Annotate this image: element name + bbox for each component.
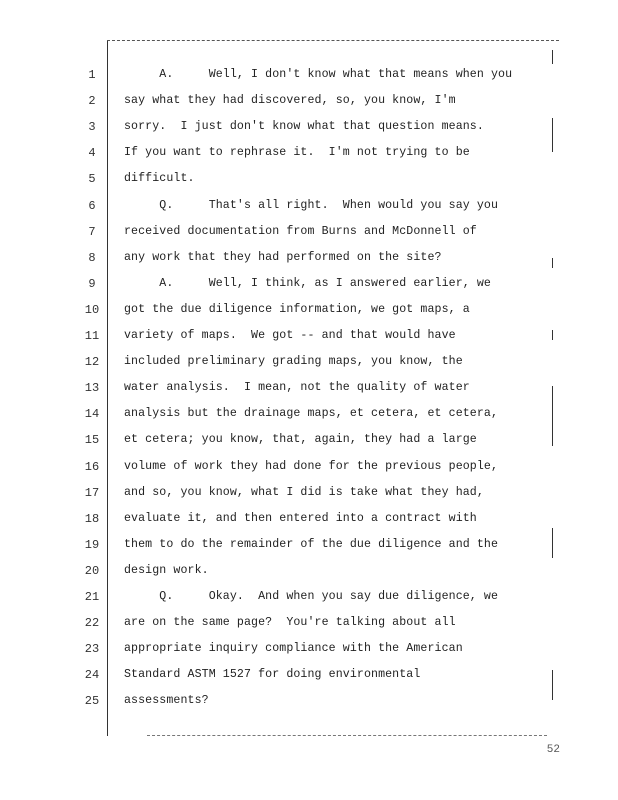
- line-text: are on the same page? You're talking about all: [124, 616, 456, 629]
- line-text: variety of maps. We got -- and that would have: [124, 329, 456, 342]
- line-number: 9: [88, 277, 96, 291]
- line-number: 3: [88, 120, 96, 134]
- line-number: 13: [84, 381, 100, 395]
- line-text: A. Well, I don't know what that means when you: [124, 68, 513, 81]
- line-number: 22: [84, 616, 100, 630]
- line-number: 17: [84, 486, 100, 500]
- line-text: and so, you know, what I did is take what they had,: [124, 486, 484, 499]
- line-number: 23: [84, 642, 100, 656]
- line-text: Q. That's all right. When would you say you: [124, 199, 499, 212]
- left-margin-rule: [107, 40, 108, 736]
- line-text: sorry. I just don't know what that question means.: [124, 120, 484, 133]
- line-text: assessments?: [124, 694, 209, 707]
- line-number: 14: [84, 407, 100, 421]
- line-number: 25: [84, 694, 100, 708]
- line-number: 1: [88, 68, 96, 82]
- line-text: got the due diligence information, we got maps, a: [124, 303, 470, 316]
- line-number: 15: [84, 433, 100, 447]
- line-text: analysis but the drainage maps, et cetera, et cetera,: [124, 407, 499, 420]
- line-number: 5: [88, 172, 96, 186]
- line-text: Q. Okay. And when you say due diligence, we: [124, 590, 499, 603]
- line-text: water analysis. I mean, not the quality of water: [124, 381, 470, 394]
- line-text: design work.: [124, 564, 209, 577]
- line-number: 4: [88, 146, 96, 160]
- page-number: 52: [546, 744, 560, 756]
- line-number: 20: [84, 564, 100, 578]
- line-text: received documentation from Burns and McDonnell of: [124, 225, 477, 238]
- line-number: 8: [88, 251, 96, 265]
- line-text: say what they had discovered, so, you know, I'm: [124, 94, 456, 107]
- line-number: 11: [84, 329, 100, 343]
- line-text: Standard ASTM 1527 for doing environmental: [124, 668, 421, 681]
- line-text: difficult.: [124, 172, 195, 185]
- line-number: 6: [88, 199, 96, 213]
- line-text: appropriate inquiry compliance with the American: [124, 642, 463, 655]
- line-number: 16: [84, 460, 100, 474]
- line-text: any work that they had performed on the site?: [124, 251, 442, 264]
- line-number: 19: [84, 538, 100, 552]
- line-text: et cetera; you know, that, again, they had a large: [124, 433, 477, 446]
- line-text: evaluate it, and then entered into a contract with: [124, 512, 477, 525]
- line-number: 10: [84, 303, 100, 317]
- line-text: them to do the remainder of the due diligence and the: [124, 538, 499, 551]
- top-border: [107, 40, 559, 41]
- bottom-border: [147, 735, 547, 736]
- line-number: 12: [84, 355, 100, 369]
- line-number: 18: [84, 512, 100, 526]
- line-number: 21: [84, 590, 100, 604]
- line-number: 24: [84, 668, 100, 682]
- line-text: volume of work they had done for the previous people,: [124, 460, 499, 473]
- line-text: included preliminary grading maps, you know, the: [124, 355, 463, 368]
- right-margin-tick: [552, 50, 553, 64]
- line-text: If you want to rephrase it. I'm not trying to be: [124, 146, 470, 159]
- line-text: A. Well, I think, as I answered earlier, we: [124, 277, 491, 290]
- line-number: 7: [88, 225, 96, 239]
- line-number: 2: [88, 94, 96, 108]
